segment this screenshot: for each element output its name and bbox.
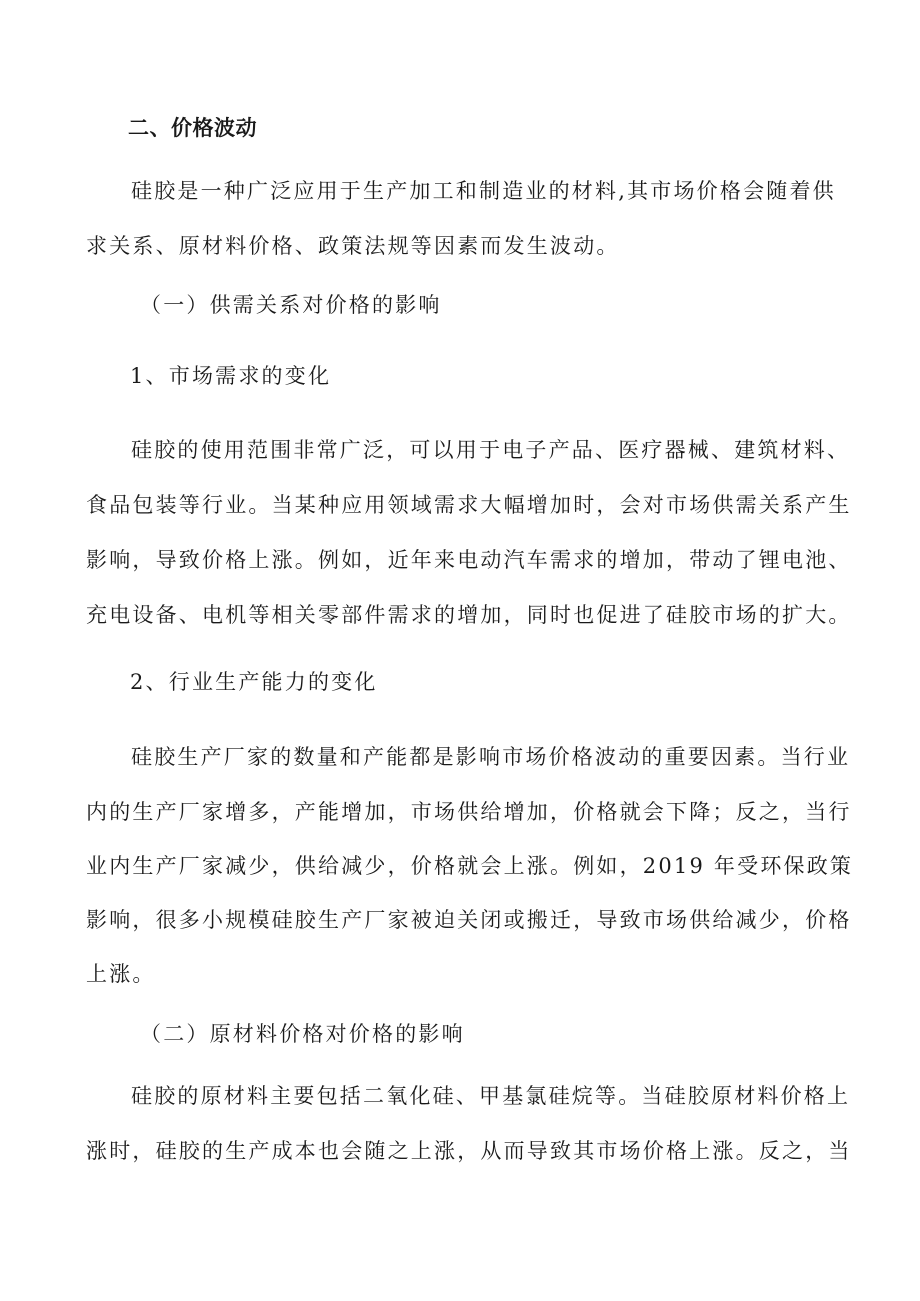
subsection-heading-1: （一）供需关系对价格的影响 [140, 293, 442, 317]
item-1-line-3: 影响，导致价格上涨。例如，近年来电动汽车需求的增加，带动了锂电池、 [86, 548, 852, 572]
intro-line-1: 硅胶是一种广泛应用于生产加工和制造业的材料,其市场价格会随着供 [131, 179, 836, 203]
intro-line-2: 求关系、原材料价格、政策法规等因素而发生波动。 [86, 234, 620, 258]
item-1-line-2: 食品包装等行业。当某种应用领域需求大幅增加时，会对市场供需关系产生 [86, 493, 852, 517]
item-2-line-3: 业内生产厂家减少，供给减少，价格就会上涨。例如，2019 年受环保政策 [86, 854, 854, 878]
item-1-line-4: 充电设备、电机等相关零部件需求的增加，同时也促进了硅胶市场的扩大。 [86, 603, 852, 627]
raw-material-line-1: 硅胶的原材料主要包括二氧化硅、甲基氯硅烷等。当硅胶原材料价格上 [131, 1084, 851, 1108]
item-2-line-4: 影响，很多小规模硅胶生产厂家被迫关闭或搬迁，导致市场供给减少，价格 [86, 908, 852, 932]
item-2-line-2: 内的生产厂家增多，产能增加，市场供给增加，价格就会下降；反之，当行 [86, 800, 852, 824]
item-2-line-1: 硅胶生产厂家的数量和产能都是影响市场价格波动的重要因素。当行业 [131, 745, 851, 769]
raw-material-line-2: 涨时，硅胶的生产成本也会随之上涨，从而导致其市场价格上涨。反之，当 [86, 1139, 852, 1163]
item-2-title: 2、行业生产能力的变化 [130, 670, 378, 694]
section-heading: 二、价格波动 [128, 116, 257, 140]
item-2-line-5: 上涨。 [86, 962, 156, 986]
subsection-heading-2: （二）原材料价格对价格的影响 [140, 1022, 465, 1046]
item-1-line-1: 硅胶的使用范围非常广泛，可以用于电子产品、医疗器械、建筑材料、 [131, 438, 851, 462]
item-1-title: 1、市场需求的变化 [130, 364, 332, 388]
